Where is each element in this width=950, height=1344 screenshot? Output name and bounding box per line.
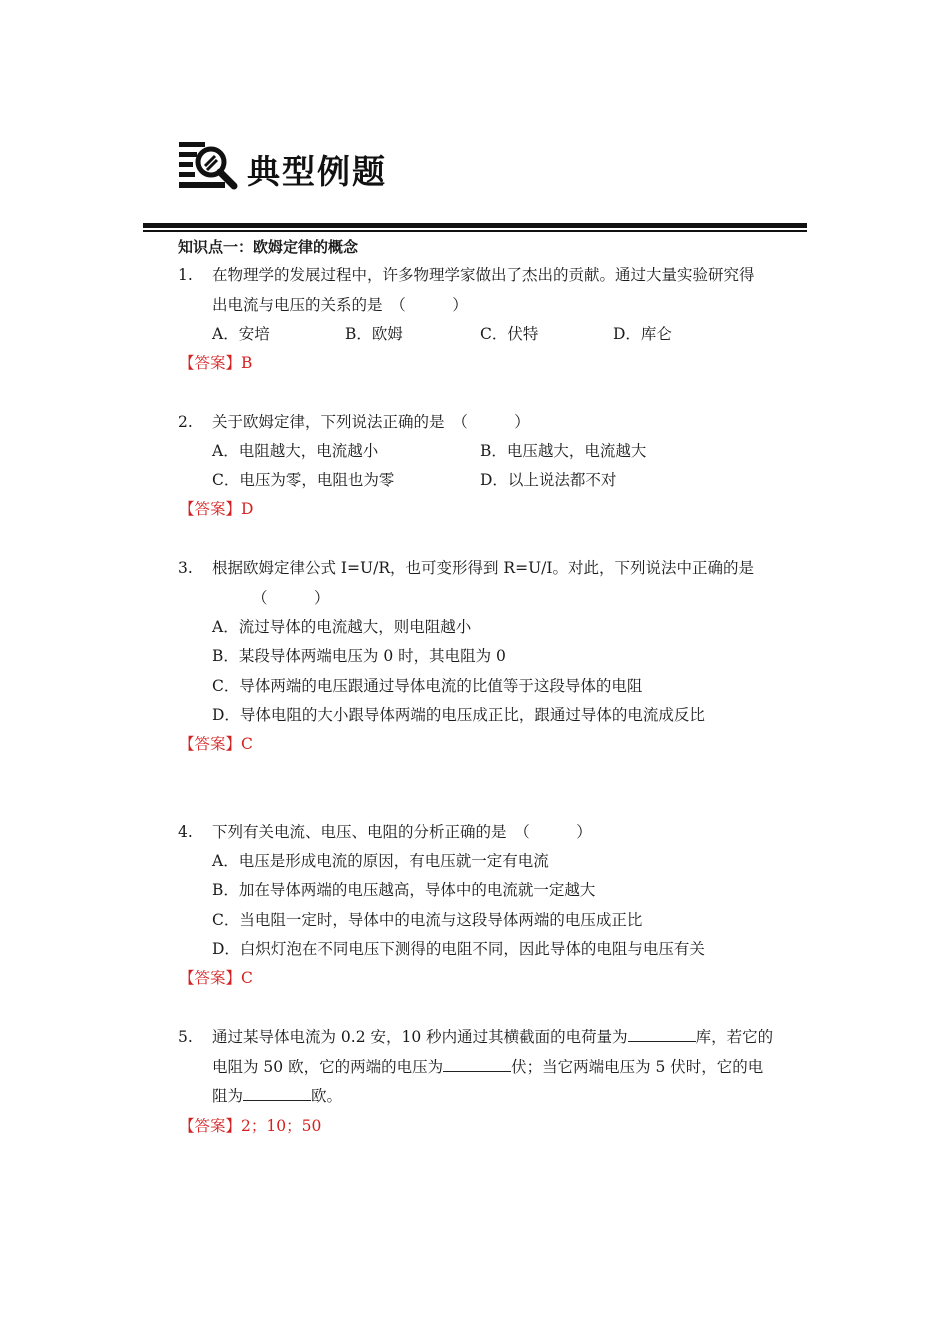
stem-text: 阻为	[212, 1087, 244, 1105]
stem-text: 通过某导体电流为 0.2 安，10 秒内通过其横截面的电荷量为	[212, 1028, 628, 1046]
option-c: C．当电阻一定时，导体中的电流与这段导体两端的电压成正比	[212, 911, 643, 929]
option-b: B．某段导体两端电压为 0 时，其电阻为 0	[212, 647, 506, 665]
question-number: 3.	[178, 559, 193, 577]
section-heading: 知识点一：欧姆定律的概念	[178, 238, 359, 256]
stem-text: 库，若它的	[695, 1028, 774, 1046]
answer: 【答案】C	[179, 969, 253, 987]
question-number: 4.	[178, 823, 193, 841]
answer: 【答案】D	[179, 500, 254, 518]
page-title: 典型例题	[247, 152, 387, 191]
question-number: 5.	[178, 1028, 193, 1046]
option-c: C．导体两端的电压跟通过导体电流的比值等于这段导体的电阻	[212, 677, 643, 695]
stem-text: 电阻为 50 欧，它的两端的电压为	[212, 1058, 444, 1076]
question-stem: 关于欧姆定律，下列说法正确的是 （ ）	[212, 413, 530, 431]
fill-blank[interactable]	[243, 1086, 311, 1101]
divider	[143, 230, 807, 232]
stem-text: 伏；当它两端电压为 5 伏时，它的电	[511, 1058, 764, 1076]
option-d: D．导体电阻的大小跟导体两端的电压成正比，跟通过导体的电流成反比	[212, 706, 705, 724]
question-stem	[212, 1086, 342, 1106]
divider	[143, 223, 807, 228]
question-stem: 在物理学的发展过程中，许多物理学家做出了杰出的贡献。通过大量实验研究得	[212, 266, 755, 284]
question-number: 2.	[178, 413, 193, 431]
question-number: 1.	[178, 266, 193, 284]
question-stem: （ ）	[252, 589, 330, 607]
question-stem	[212, 1057, 763, 1077]
option-a: A．流过导体的电流越大，则电阻越小	[212, 618, 472, 636]
stem-text: 欧。	[311, 1087, 343, 1105]
question-stem: 根据欧姆定律公式 I=U/R，也可变形得到 R=U/I。对此，下列说法中正确的是	[212, 559, 754, 577]
search-document-icon	[178, 140, 240, 190]
question-stem	[212, 1027, 773, 1047]
question-stem: 下列有关电流、电压、电阻的分析正确的是 （ ）	[212, 823, 592, 841]
option-a: A．电阻越大，电流越小	[212, 442, 379, 460]
option-a: A．安培	[212, 325, 270, 343]
option-b: B．加在导体两端的电压越高，导体中的电流就一定越大	[212, 881, 596, 899]
fill-blank[interactable]	[628, 1027, 696, 1042]
option-c: C．伏特	[480, 325, 539, 343]
answer: 【答案】2；10；50	[179, 1117, 322, 1135]
answer: 【答案】C	[179, 735, 253, 753]
option-b: B．欧姆	[345, 325, 403, 343]
option-d: D．白炽灯泡在不同电压下测得的电阻不同，因此导体的电阻与电压有关	[212, 940, 705, 958]
option-b: B．电压越大，电流越大	[480, 442, 647, 460]
option-d: D．以上说法都不对	[480, 471, 617, 489]
answer: 【答案】B	[179, 354, 253, 372]
question-stem: 出电流与电压的关系的是 （ ）	[212, 296, 468, 314]
fill-blank[interactable]	[443, 1057, 511, 1072]
option-d: D．库仑	[613, 325, 672, 343]
option-c: C．电压为零，电阻也为零	[212, 471, 395, 489]
option-a: A．电压是形成电流的原因，有电压就一定有电流	[212, 852, 549, 870]
